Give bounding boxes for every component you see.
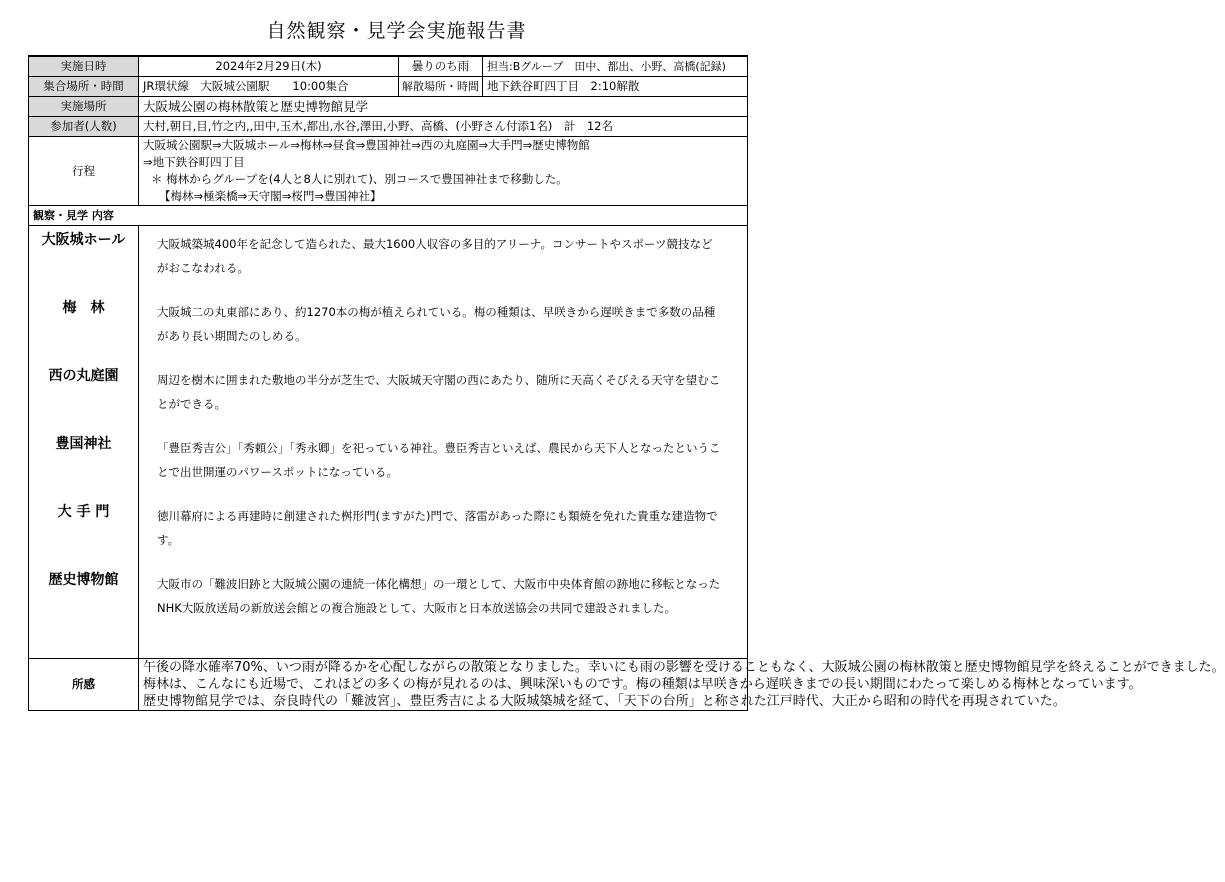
site-desc-otemon: 徳川幕府による再建時に創建された桝形門(ますがた)門で、落雷があった際にも類焼を免れた貴重な建造物です。 xyxy=(157,509,718,547)
impressions-row xyxy=(29,659,748,711)
itinerary-content xyxy=(139,137,748,206)
site-names-cell xyxy=(29,226,139,659)
date-row xyxy=(29,56,748,77)
site-desc-hokoku-shrine: 「豊臣秀吉公」「秀頼公」「秀永卿」を祀っている神社。豊臣秀吉といえば、農民から天下人となったということで出世開運のパワースポットになっている。 xyxy=(157,441,721,479)
meeting-row xyxy=(29,77,748,97)
observation-header: 観察・見学 内容 xyxy=(29,206,748,226)
impressions-paragraph-3: 歴史博物館見学では、奈良時代の「難波宮」、豊臣秀吉による大阪城築城を経て、「天下の台所」と称された江戸時代、大正から昭和の時代を再現されていた。 xyxy=(143,694,1066,709)
date-value: 2024年2月29日(木) xyxy=(139,56,399,77)
site-descriptions-cell xyxy=(139,226,748,659)
impressions-paragraph-2: 梅林は、こんなにも近場で、これほどの多くの梅が見れるのは、興味深いものです。梅の種類は早咲きから遅咲きまでの長い期間にわたって楽しめる梅林となっています。 xyxy=(143,677,1142,692)
staff-value: 担当:Bグループ 田中、都出、小野、高橋(記録) xyxy=(483,56,748,77)
itinerary-line-1: 大阪城公園駅⇒大阪城ホール⇒梅林⇒昼食⇒豊国神社⇒西の丸庭園⇒大手門⇒歴史博物館 xyxy=(143,138,590,152)
disband-value: 地下鉄谷町四丁目 2:10解散 xyxy=(483,77,748,97)
impressions-content xyxy=(139,659,1225,711)
site-desc-plum-grove: 大阪城二の丸東部にあり、約1270本の梅が植えられている。梅の種類は、早咲きから遅咲きまで多数の品種があり長い期間たのしめる。 xyxy=(157,305,716,343)
site-name-museum: 歴史博物館 xyxy=(48,572,119,588)
participants-value: 大村,朝日,目,竹之内,,田中,玉木,都出,水谷,澤田,小野、高橋、(小野さん付添1名) 計 12名 xyxy=(139,117,748,137)
itinerary-note: ＊ 梅林からグループを(4人と8人に別れて)、別コースで豊国神社まで移動した。 xyxy=(151,172,568,186)
date-label: 実施日時 xyxy=(29,56,139,77)
site-name-hall: 大阪城ホール xyxy=(41,232,126,248)
disband-label: 解散場所・時間 xyxy=(399,77,483,97)
meeting-value: JR環状線 大阪城公園駅 10:00集合 xyxy=(139,77,399,97)
report-title: 自然観察・見学会実施報告書 xyxy=(266,20,527,42)
itinerary-label: 行程 xyxy=(29,137,139,206)
impressions-paragraph-1: 午後の降水確率70%、いつ雨が降るかを心配しながらの散策となりました。幸いにも雨の影響を受けることもなく、大阪城公園の梅林散策と歴史博物館見学を終えることができました。 xyxy=(143,660,1225,675)
site-desc-hall: 大阪城築城400年を記念して造られた、最大1600人収容の多目的アリーナ。コンサートやスポーツ競技などがおこなわれる。 xyxy=(157,237,713,275)
impressions-label: 所感 xyxy=(29,659,139,711)
report-table xyxy=(28,55,1225,711)
itinerary-line-2: ⇒地下鉄谷町四丁目 xyxy=(143,155,245,169)
weather-value: 曇りのち雨 xyxy=(399,56,483,77)
participants-label: 参加者(人数) xyxy=(29,117,139,137)
place-row xyxy=(29,97,748,117)
observation-row xyxy=(29,226,748,659)
site-name-otemon: 大 手 門 xyxy=(57,504,110,520)
site-name-hokoku-shrine: 豊国神社 xyxy=(55,436,112,452)
place-label: 実施場所 xyxy=(29,97,139,117)
site-desc-nishinomaru: 周辺を樹木に囲まれた敷地の半分が芝生で、大阪城天守閣の西にあたり、随所に天高くそびえる天守を望むことができる。 xyxy=(157,373,721,411)
itinerary-route: 【梅林⇒極楽橋⇒天守閣⇒桜門⇒豊国神社】 xyxy=(159,189,382,203)
site-name-plum-grove: 梅 林 xyxy=(62,300,105,316)
site-name-nishinomaru: 西の丸庭園 xyxy=(48,368,119,384)
meeting-label: 集合場所・時間 xyxy=(29,77,139,97)
participants-row xyxy=(29,117,748,137)
site-desc-museum: 大阪市の「難波旧跡と大阪城公園の連続一体化構想」の一環として、大阪市中央体育館の跡地に移転となったNHK大阪放送局の新放送会館との複合施設として、大阪市と日本放送協会の共同で建設されました。 xyxy=(157,577,721,615)
observation-header-row xyxy=(29,206,748,226)
place-value: 大阪城公園の梅林散策と歴史博物館見学 xyxy=(139,97,748,117)
itinerary-row xyxy=(29,137,748,206)
